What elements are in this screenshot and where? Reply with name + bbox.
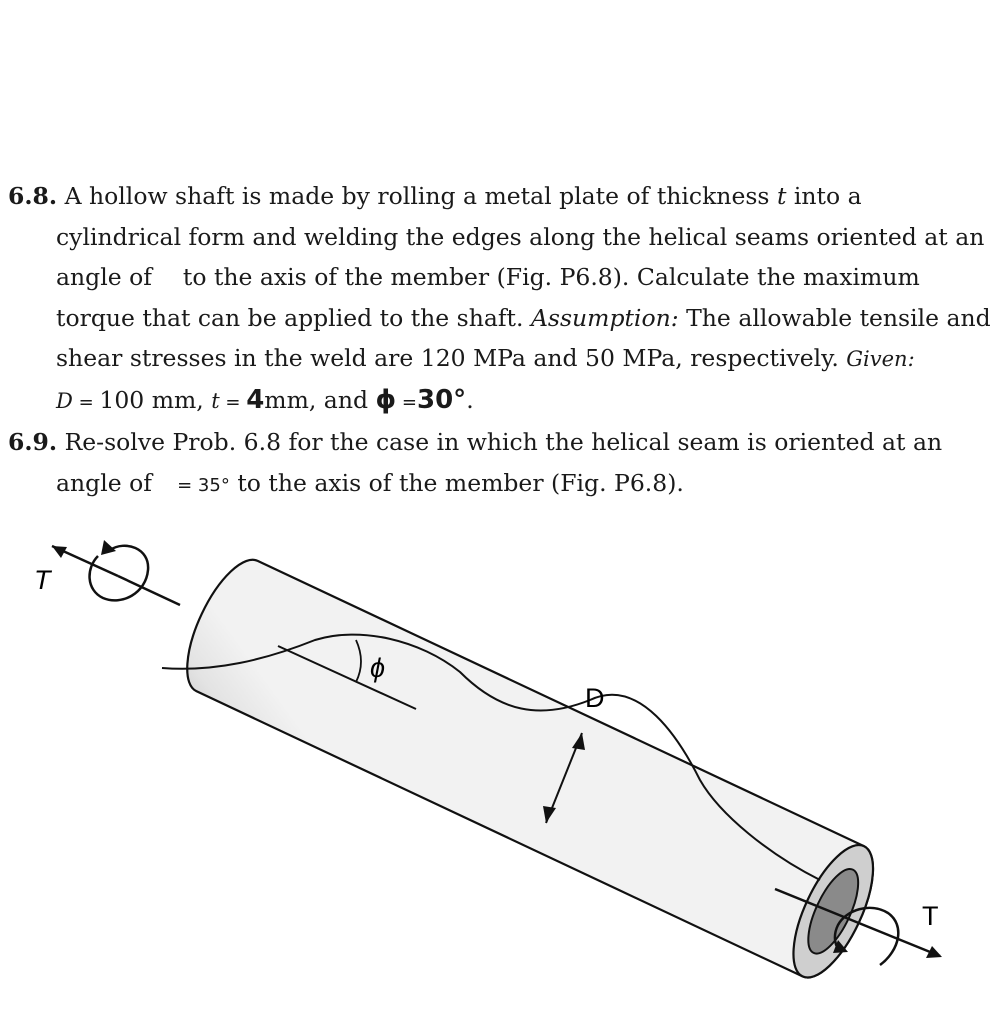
given-t-symbol: t [211, 388, 220, 413]
problem-6-8-text [8, 176, 993, 423]
problem-text: A hollow shaft is made by rolling a metal plate of thickness [64, 182, 777, 210]
problem-text: Re-solve Prob. 6.8 for the case in which the helical seam is oriented at an angle of [56, 428, 943, 497]
given-d-symbol: D [56, 388, 73, 413]
t-label-left: T [34, 565, 51, 595]
shaft-cylinder [171, 549, 889, 988]
t-label-right: T [922, 901, 939, 931]
problem-number: 6.8. [8, 182, 58, 210]
axis-line-left [118, 576, 180, 605]
equals-sign: = [72, 391, 100, 413]
handwritten-angle: 30° [417, 384, 467, 415]
phi-label: ϕ [370, 653, 386, 683]
problem-6-9-text [8, 422, 993, 506]
problem-6-9 [8, 422, 993, 506]
given-d-value: 100 mm, [99, 385, 212, 414]
given-label: Given: [846, 347, 915, 371]
equals-sign: = [219, 391, 247, 413]
d-label: D [585, 683, 605, 713]
angle-value: = 35° [171, 474, 230, 496]
shaft-figure [0, 530, 999, 1024]
handwritten-thickness: 4 [246, 384, 265, 415]
equals-sign: = [396, 391, 417, 413]
variable-t: t [776, 182, 787, 210]
problem-text: to the axis of the member (Fig. P6.8). [229, 468, 684, 497]
torque-arrow-left [34, 540, 148, 600]
problem-6-8 [8, 176, 993, 423]
assumption-label: Assumption: [530, 303, 679, 332]
given-t-unit: mm, and [264, 385, 376, 414]
handwritten-phi: ϕ [375, 384, 397, 415]
shaft-body [171, 549, 889, 988]
problem-number: 6.9. [8, 428, 58, 456]
assumption-text: The allowable tensile and shear stresses in the weld are 120 MPa and 50 MPa, respectively. [56, 303, 991, 372]
problem-text: to the axis of the member (Fig. P6.8). Calculate the maximum torque that can be applied to the shaft. [56, 263, 920, 332]
torque-curl [90, 546, 149, 601]
period: . [466, 385, 474, 414]
problem-text: into a cylindrical form and welding the edges along the helical seams oriented at an angle of [56, 182, 985, 291]
